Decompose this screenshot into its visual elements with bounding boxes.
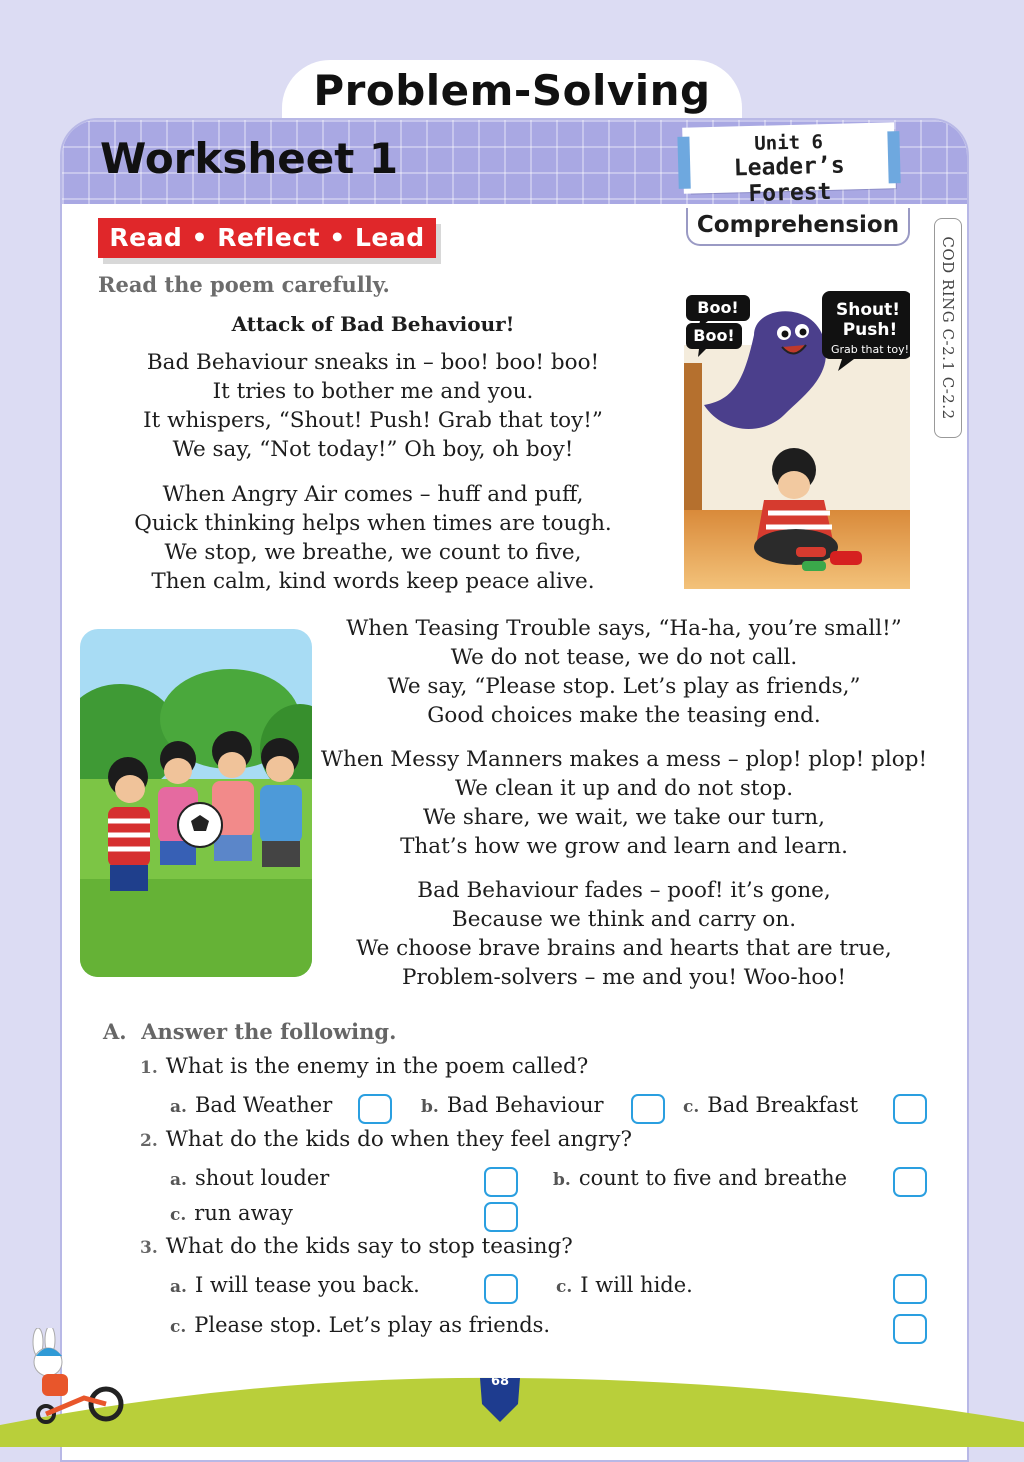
poem-line: It tries to bother me and you. [212,379,534,404]
poem-line: Good choices make the teasing end. [427,703,821,728]
q1-option-b-checkbox[interactable] [631,1094,665,1124]
question-1 [140,1054,588,1079]
q1-option-a-checkbox[interactable] [358,1094,392,1124]
option-text: run away [194,1201,293,1225]
option-text: Bad Weather [194,1093,333,1117]
poem-line: We stop, we breathe, we count to five, [164,540,582,565]
option-letter: b. [421,1097,439,1117]
option-letter: c. [556,1277,573,1297]
q2-option-a [170,1166,329,1190]
q3-option-c-hide-checkbox[interactable] [893,1274,927,1304]
bubble-boo-1: Boo! [697,298,739,317]
q1-option-c [683,1093,858,1117]
q3-option-c-please-stop-checkbox[interactable] [893,1314,927,1344]
poem-line: Bad Behaviour sneaks in – boo! boo! boo! [146,350,600,375]
option-text: shout louder [194,1166,330,1190]
worksheet-title: Worksheet 1 [100,134,399,183]
stanza-5 [320,876,928,992]
main-title: Problem-Solving [313,66,711,115]
q3-option-a [170,1273,420,1297]
section-a-title: Answer the following. [141,1019,397,1044]
q2-option-b-checkbox[interactable] [893,1167,927,1197]
question-text: What do the kids do when they feel angry? [165,1127,632,1152]
option-text: I will hide. [580,1273,693,1297]
question-text: What is the enemy in the poem called? [165,1054,589,1079]
bubble-boo-2: Boo! [693,326,735,345]
option-letter: b. [553,1170,571,1190]
unit-number: Unit 6 [754,131,824,155]
stanza-4 [320,745,928,861]
section-a-heading [103,1019,396,1044]
poem-line: We do not tease, we do not call. [450,645,798,670]
poem-line: That’s how we grow and learn and learn. [400,834,848,859]
q1-option-b [421,1093,604,1117]
poem-line: We say, “Not today!” Oh boy, oh boy! [172,437,574,462]
q2-option-a-checkbox[interactable] [484,1167,518,1197]
option-letter: a. [170,1097,187,1117]
option-letter: a. [170,1170,187,1190]
question-number: 3. [140,1238,158,1258]
stanza-3 [320,614,928,730]
instruction: Read the poem carefully. [98,272,390,297]
poem-line: We clean it up and do not stop. [454,776,794,801]
bubble-grab: Grab that toy! [830,343,910,356]
poem-title: Attack of Bad Behaviour! [231,312,515,336]
poem-line: When Angry Air comes – huff and puff, [162,482,584,507]
q2-option-b [553,1166,847,1190]
bubble-shout: Shout! [835,300,901,320]
q1-option-a [170,1093,332,1117]
poem-line: Problem-solvers – me and you! Woo-hoo! [402,965,846,990]
tape-right [887,131,900,183]
option-text: I will tease you back. [194,1273,420,1297]
unit-tag [685,125,893,208]
stanza-1 [110,348,636,464]
option-letter: a. [170,1277,187,1297]
poem-line: Then calm, kind words keep peace alive. [151,569,595,594]
q3-option-c-hide [556,1273,693,1297]
poem-line: Bad Behaviour fades – poof! it’s gone, [417,878,831,903]
kids-playing-illustration [80,629,312,977]
q3-option-c-please-stop [170,1313,550,1337]
question-number: 1. [140,1058,158,1078]
q2-option-c [170,1201,293,1225]
question-3 [140,1234,573,1259]
question-text: What do the kids say to stop teasing? [165,1234,573,1259]
rabbit-tricycle-icon [24,1328,128,1428]
section-a-label: A. [103,1019,127,1044]
bubble-push: Push! [842,320,898,340]
question-number: 2. [140,1131,158,1151]
question-2 [140,1127,632,1152]
poem-line: We share, we wait, we take our turn, [423,805,825,830]
tape-left [677,137,690,189]
q1-option-c-checkbox[interactable] [893,1094,927,1124]
ghost-boy-svg [684,285,910,589]
poem-line: We choose brave brains and hearts that are true, [356,936,892,961]
side-code-tab [934,218,962,438]
ghost-boy-illustration [684,285,910,589]
option-text: Bad Behaviour [446,1093,604,1117]
poem-line: When Messy Manners makes a mess – plop! plop! plop! [320,747,928,772]
poem-line: Quick thinking helps when times are tough. [134,511,612,536]
option-letter: c. [170,1317,187,1337]
page-number: 68 [490,1374,510,1389]
kids-playing-svg [80,629,312,977]
poem-line: We say, “Please stop. Let’s play as friends,” [387,674,861,699]
stanza-2 [110,480,636,596]
read-reflect-lead-banner: Read • Reflect • Lead [98,218,436,258]
side-code-text: COD RING C-2.1 C-2.2 [939,236,957,420]
poem-line: Because we think and carry on. [451,907,797,932]
option-letter: c. [170,1205,187,1225]
poem-line: When Teasing Trouble says, “Ha-ha, you’re small!” [346,616,902,641]
poem-line: It whispers, “Shout! Push! Grab that toy!” [143,408,603,433]
q3-option-a-checkbox[interactable] [484,1274,518,1304]
q2-option-c-checkbox[interactable] [484,1202,518,1232]
unit-name: Leader’s Forest [733,152,845,208]
option-text: Bad Breakfast [707,1093,859,1117]
option-letter: c. [683,1097,700,1117]
option-text: count to five and breathe [578,1166,848,1190]
section-label: Comprehension [686,208,910,246]
option-text: Please stop. Let’s play as friends. [194,1313,551,1337]
